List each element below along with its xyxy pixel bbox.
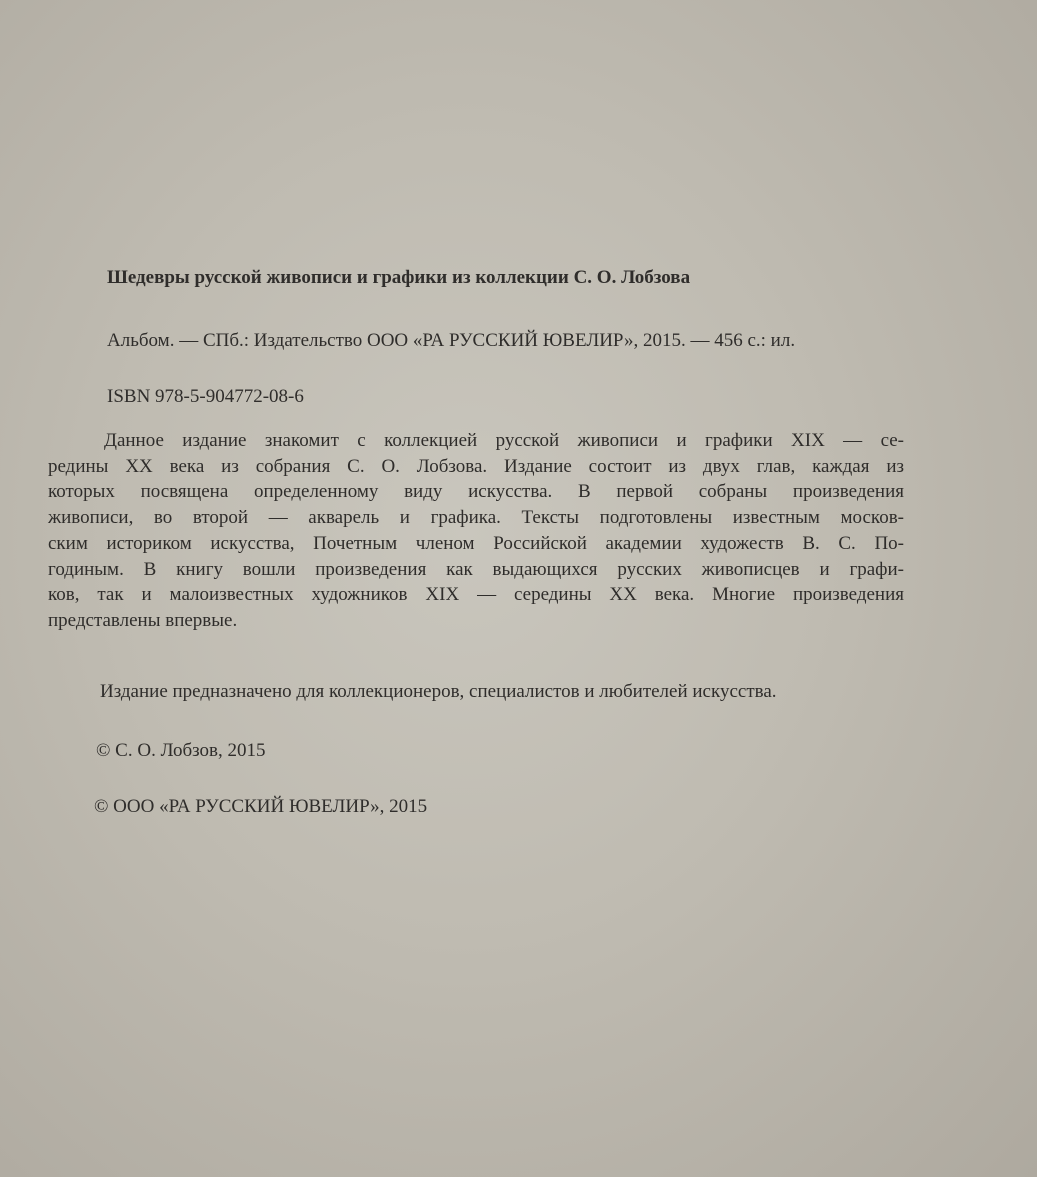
audience-note: Издание предназначено для коллекционеров, специалистов и любителей искусства. bbox=[100, 681, 777, 702]
abstract-line: которых посвящена определенному виду искусства. В первой собраны произведения bbox=[48, 481, 904, 503]
book-title: Шедевры русской живописи и графики из коллекции С. О. Лобзова bbox=[107, 267, 691, 288]
abstract-line: Данное издание знакомит с коллекцией русской живописи и графики XIX — се- bbox=[104, 430, 904, 451]
abstract-line: редины XX века из собрания С. О. Лобзова. Издание состоит из двух глав, каждая из bbox=[48, 455, 904, 477]
abstract-line: годиным. В книгу вошли произведения как выдающихся русских живописцев и графи- bbox=[48, 558, 904, 580]
isbn-number: ISBN 978-5-904772-08-6 bbox=[107, 386, 304, 407]
publication-imprint: Альбом. — СПб.: Издательство ООО «РА РУССКИЙ ЮВЕЛИР», 2015. — 456 с.: ил. bbox=[107, 330, 796, 351]
abstract-line: представлены впервые. bbox=[48, 609, 238, 631]
copyright-author: © С. О. Лобзов, 2015 bbox=[96, 740, 266, 761]
abstract-paragraph bbox=[48, 428, 904, 634]
copyright-publisher: © ООО «РА РУССКИЙ ЮВЕЛИР», 2015 bbox=[94, 796, 428, 817]
abstract-line: ков, так и малоизвестных художников XIX — середины XX века. Многие произведения bbox=[48, 584, 904, 606]
abstract-line: ским историком искусства, Почетным членом Российской академии художеств В. С. По- bbox=[48, 532, 904, 554]
abstract-line: живописи, во второй — акварель и графика. Тексты подготовлены известным москов- bbox=[48, 507, 904, 529]
